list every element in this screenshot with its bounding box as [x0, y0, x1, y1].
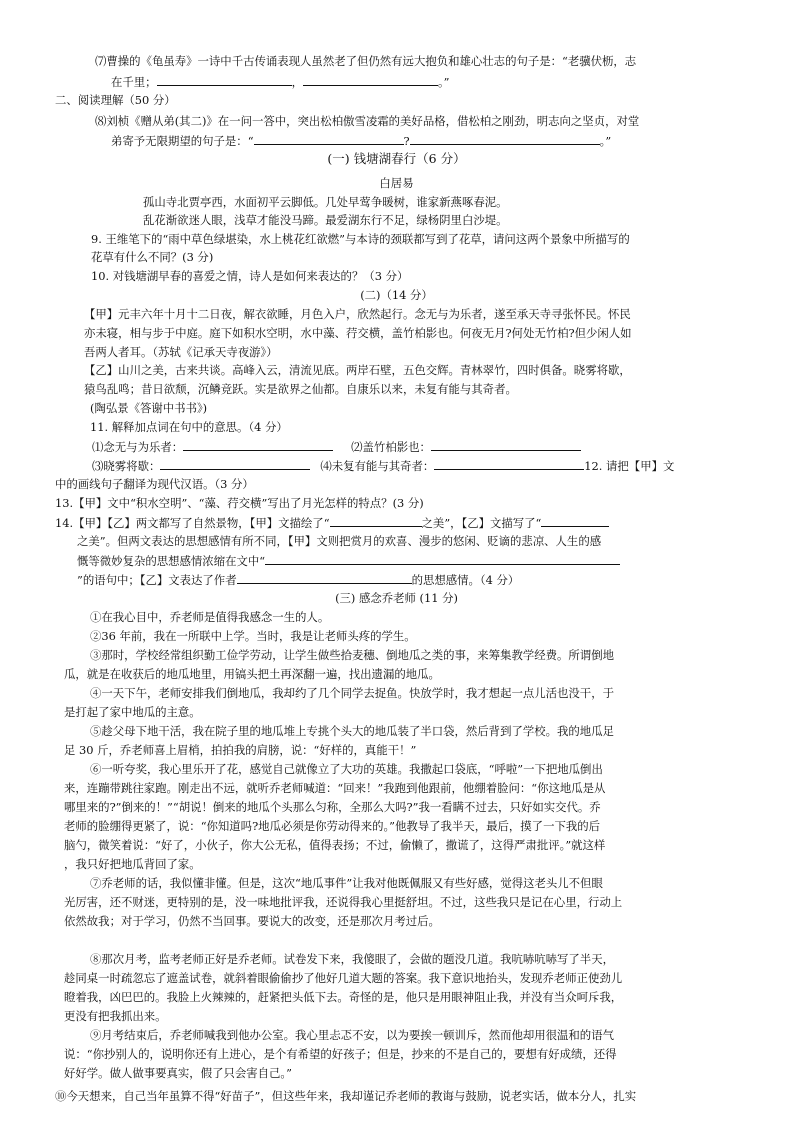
paragraph-line: ⑦乔老师的话，我似懂非懂。但是，这次“地瓜事件”让我对他既佩服又有些好感，觉得这老头儿不但眼 [90, 876, 603, 890]
paragraph-line: ⑩今天想来，自己当年虽算不得“好苗子”，但这些年来，我却谨记乔老师的教诲与鼓励，说老实话，做本分人，扎实 [55, 1089, 637, 1103]
paragraph-line: ⑨月考结束后，乔老师喊我到他办公室。我心里忐忑不安，以为要挨一顿训斥，然而他却用很温和的语气 [90, 1028, 614, 1042]
paragraph-line: 瞪着我，凶巴巴的。我脸上火辣辣的，赶紧把头低下去。奇怪的是，他只是用眼神阻止我，并没有当众呵斥我， [64, 990, 623, 1004]
answer-blank[interactable] [157, 73, 292, 86]
paragraph-line: 说：“你抄别人的，说明你还有上进心，是个有希望的好孩子；但是，抄来的不是自己的，要想有好成绩，还得 [64, 1047, 617, 1061]
question-14-cont: ”的语句中；【乙】文表达了作者 的思想感情。（4 分） [77, 573, 520, 587]
q7-line1: ⑺曹操的《龟虽寿》一诗中千古传诵表现人虽然老了但仍然有远大抱负和雄心壮志的句子是：“老骥伏枥，志 [95, 54, 637, 68]
paragraph-line: ①在我心目中，乔老师是值得我感念一生的人。 [90, 610, 330, 624]
passage-line: 猿鸟乱鸣；昔日欲颓，沉鳞竞跃。实是欲界之仙都。自康乐以来，未复有能与其奇者。 [84, 382, 517, 396]
paragraph-line: ②36 年前，我在一所联中上学。当时，我是让老师头疼的学生。 [90, 629, 416, 643]
q8-line1: ⑻刘桢《赠从弟(其二)》在一问一答中，突出松柏傲雪凌霜的美好品格，借松柏之刚劲，明志向之坚贞，对堂 [95, 114, 640, 128]
answer-blank[interactable] [265, 552, 620, 565]
poem-author: 白居易 [379, 176, 414, 190]
question-14-cont: 之美”。但两文表达的思想感情有所不同，【甲】文则把赏月的欢喜、漫步的悠闲、贬谪的悲凉、人生的感 [77, 534, 602, 548]
section-title: (二)（14 分） [360, 288, 433, 302]
answer-blank[interactable] [434, 457, 584, 470]
q7-line2: 在千里； ， 。” [111, 75, 450, 89]
passage-source: (陶弘景《答谢中书书》) [90, 401, 208, 415]
paragraph-line: ④一天下午，老师安排我们倒地瓜，我却约了几个同学去捉鱼。快放学时，我才想起一点儿活也没干，于 [90, 686, 614, 700]
paragraph-line: 好好学。做人做事要真实，假了只会害自己。” [64, 1066, 292, 1080]
paragraph-line: 依然故我；对于学习，仍然不当回事。要说大的改变，还是那次月考过后。 [64, 914, 440, 928]
answer-blank[interactable] [431, 438, 581, 451]
question-11-items: ⑶晓雾将歇： ⑷未复有能与其奇者： 12. 请把【甲】文 [92, 459, 675, 473]
paragraph-line: 趁同桌一时疏忽忘了遮盖试卷，就斜着眼偷偷抄了他好几道大题的答案。我下意识地抬头，发现乔老师正使劲儿 [64, 971, 623, 985]
answer-blank[interactable] [541, 514, 609, 527]
answer-blank[interactable] [410, 132, 600, 145]
passage-line: 【甲】元丰六年十月十二日夜，解衣欲睡，月色入户，欣然起行。念无与为乐者，遂至承天寺寻张怀民。怀民 [84, 307, 631, 321]
question-14: 14.【甲】【乙】两文都写了自然景物，【甲】文描绘了“ 之美”，【乙】文描写了“ [55, 514, 609, 531]
section-title: (三) 感念乔老师 (11 分) [335, 591, 458, 605]
question-11-items: ⑴念无与为乐者： ⑵盖竹柏影也： [92, 438, 581, 455]
poem-line: 孤山寺北贾亭西，水面初平云脚低。几处早莺争暖树，谁家新燕啄春泥。 [143, 195, 508, 209]
section-heading: 二、阅读理解（50 分） [55, 93, 176, 107]
paragraph-line: ，我只好把地瓜背回了家。 [64, 857, 201, 871]
answer-blank[interactable] [183, 438, 333, 451]
question-9-cont: 花草有什么不同？(3 分) [91, 250, 214, 264]
q8-line2: 弟寄予无限期望的句子是：“ ? 。” [111, 134, 612, 148]
question-9: 9. 王维笔下的“雨中草色绿堪染，水上桃花红欲燃”与本诗的颈联都写到了花草，请问这两个景象中所描写的 [91, 232, 630, 246]
poem-line: 乱花渐欲迷人眼，浅草才能没马蹄。最爱湖东行不足，绿杨阴里白沙堤。 [143, 213, 508, 227]
question-10: 10. 对钱塘湖早春的喜爱之情，诗人是如何来表达的？（3 分） [91, 269, 409, 283]
paragraph-line: ⑤趁父母下地干活，我在院子里的地瓜堆上专挑个头大的地瓜装了半口袋，然后背到了学校。我的地瓜足 [90, 724, 614, 738]
paragraph-line: 脑勺，微笑着说：“好了，小伙子，你大公无私，值得表扬；不过，偷懒了，撒谎了，这得严肃批评。”就这样 [64, 838, 606, 852]
passage-line: 【乙】山川之美，古来共谈。高峰入云，清流见底。两岸石壁，五色交辉。青林翠竹，四时俱备。晓雾将歇， [84, 363, 631, 377]
question-14-cont: 慨等微妙复杂的思想感情浓缩在文中“ [77, 552, 620, 569]
passage-line: 亦未寝，相与步于中庭。庭下如积水空明，水中藻、荇交横，盖竹柏影也。何夜无月?何处无竹柏?但少闲人如 [84, 326, 632, 340]
question-12-cont: 中的画线句子翻译为现代汉语。（3 分） [55, 477, 254, 491]
answer-blank[interactable] [237, 571, 412, 584]
answer-blank[interactable] [330, 514, 422, 527]
section-title: (一) 钱塘湖春行（6 分） [327, 151, 466, 166]
paragraph-line: 是打起了家中地瓜的主意。 [64, 705, 201, 719]
answer-blank[interactable] [160, 457, 310, 470]
paragraph-line: ⑥一听夸奖，我心里乐开了花，感觉自己就像立了大功的英雄。我撒起口袋底，“呼啦”一下把地瓜倒出 [90, 762, 603, 776]
paragraph-line: ⑧那次月考，监考老师正好是乔老师。试卷发下来，我傻眼了，会做的题没几道。我吭哧吭哧写了半天， [90, 952, 614, 966]
paragraph-line: 光厉害，还不财迷，更特别的是，没一味地批评我，还说得我心里挺舒坦。不过，这些我只是记在心里，行动上 [64, 895, 623, 909]
paragraph-line: 更没有把我抓出来。 [64, 1009, 167, 1023]
answer-blank[interactable] [254, 132, 404, 145]
paragraph-line: 瓜，就是在收获后的地瓜地里，用镐头把土再深翻一遍，找出遗漏的地瓜。 [64, 667, 440, 681]
paragraph-line: 来，连蹦带跳往家跑。刚走出不远，就听乔老师喊道：“回来！”我跑到他跟前，他绷着脸问：“你这地瓜是从 [64, 781, 606, 795]
answer-blank[interactable] [303, 73, 438, 86]
question-11: 11. 解释加点词在句中的意思。（4 分） [90, 420, 288, 434]
question-13: 13.【甲】文中“积水空明”、“藻、荇交横”写出了月光怎样的特点？(3 分) [55, 496, 424, 510]
passage-line: 吾两人者耳。（苏轼《记承天寺夜游》） [84, 345, 278, 359]
paragraph-line: 哪里来的?”倒来的！”“胡说！倒来的地瓜个头那么匀称，全那么大吗?”我一看瞒不过去，只好如实交代。乔 [64, 800, 601, 814]
paragraph-line: ③那时，学校经常组织勤工俭学劳动，让学生做些拾麦穗、倒地瓜之类的事，来筹集教学经费。所谓倒地 [90, 648, 614, 662]
paragraph-line: 足 30 斤，乔老师喜上眉梢，拍拍我的肩膀，说：“好样的，真能干！” [64, 743, 417, 757]
paragraph-line: 老师的脸绷得更紧了，说：“你知道吗?地瓜必须是你劳动得来的。”他教导了我半天，最后，摸了一下我的后 [64, 819, 601, 833]
